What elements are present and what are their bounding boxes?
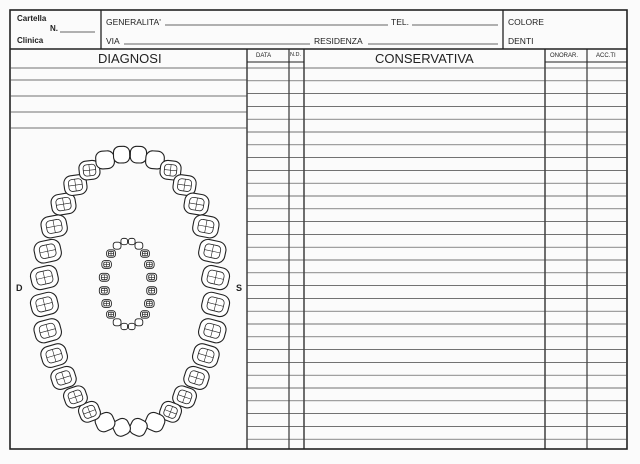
data-column-header: DATA (256, 53, 272, 59)
primary-tooth (145, 261, 155, 269)
conservativa-title: CONSERVATIVA (375, 51, 474, 66)
primary-tooth (145, 300, 155, 308)
diagnosi-title: DIAGNOSI (98, 51, 162, 66)
clinica-label: Clinica (17, 36, 44, 45)
residenza-label: RESIDENZA (314, 36, 363, 46)
left-side-label: S (236, 283, 243, 293)
primary-tooth (121, 238, 128, 244)
primary-tooth (128, 238, 135, 244)
permanent-tooth (29, 264, 60, 291)
permanent-tooth (39, 342, 70, 370)
primary-tooth (99, 273, 109, 281)
primary-tooth (141, 250, 150, 257)
primary-tooth (102, 261, 112, 269)
generalita-label: GENERALITA' (106, 17, 161, 27)
cartella-label: Cartella (17, 14, 47, 23)
primary-tooth (141, 311, 150, 318)
permanent-tooth (197, 238, 227, 265)
primary-tooth (147, 273, 157, 281)
primary-tooth (113, 319, 121, 326)
via-label: VIA (106, 36, 120, 46)
permanent-tooth (29, 291, 60, 319)
permanent-tooth (33, 238, 63, 265)
primary-tooth (107, 250, 116, 257)
primary-tooth (135, 242, 143, 249)
right-side-label: D (16, 283, 23, 293)
onorar-column-header: ONORAR. (550, 53, 579, 59)
accti-column-header: ACC.TI (596, 53, 616, 59)
primary-tooth (128, 323, 135, 329)
permanent-tooth (191, 342, 222, 370)
permanent-tooth (32, 317, 63, 345)
permanent-tooth (183, 192, 210, 216)
primary-tooth (121, 323, 128, 329)
permanent-tooth (197, 317, 228, 345)
denti-label: DENTI (508, 36, 534, 46)
primary-tooth (107, 311, 116, 318)
primary-teeth (99, 238, 156, 329)
primary-tooth (113, 242, 121, 249)
nd-column-header: N.D. (290, 52, 301, 58)
permanent-tooth (95, 150, 115, 169)
tel-label: TEL. (391, 17, 409, 27)
permanent-tooth (191, 214, 220, 240)
adult-teeth (29, 146, 232, 438)
colore-label: COLORE (508, 17, 544, 27)
permanent-tooth (40, 214, 69, 240)
permanent-tooth (200, 264, 231, 291)
permanent-tooth (130, 146, 147, 163)
permanent-tooth (200, 291, 231, 319)
primary-tooth (147, 287, 157, 295)
primary-tooth (102, 300, 112, 308)
primary-tooth (99, 287, 109, 295)
permanent-tooth (113, 146, 130, 163)
primary-tooth (135, 319, 143, 326)
n-label: N. (50, 24, 58, 33)
